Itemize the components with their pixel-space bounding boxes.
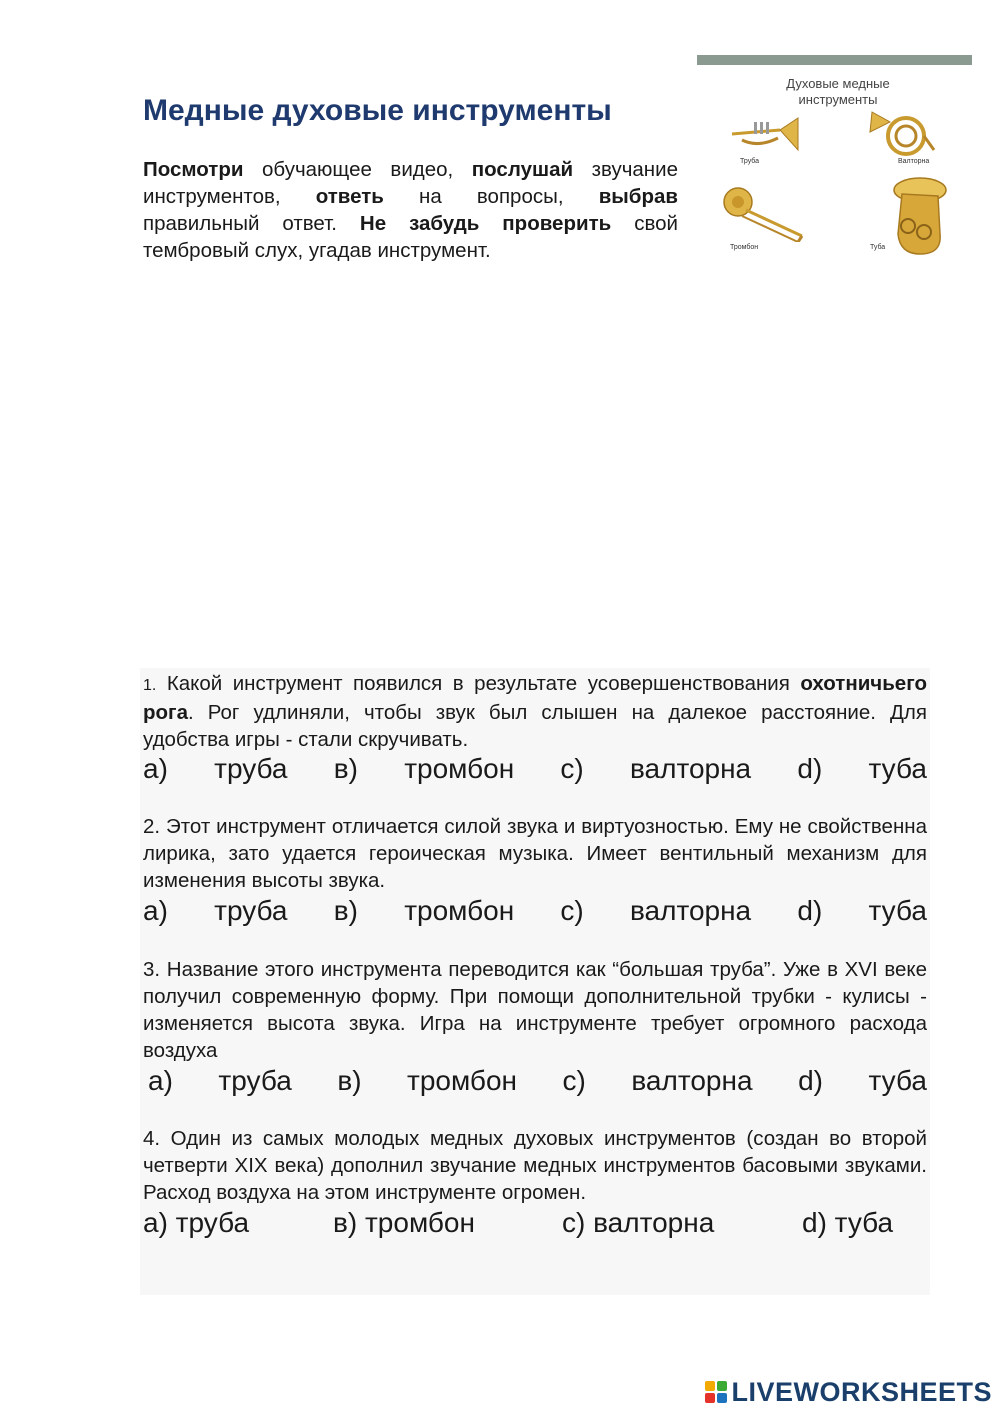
page-title: Медные духовые инструменты <box>143 94 612 127</box>
option-tuba[interactable]: туба <box>868 1065 927 1096</box>
question-number: 1. <box>143 677 157 694</box>
figure-title <box>718 76 958 108</box>
options-q2 <box>143 894 927 928</box>
instructions <box>143 156 678 264</box>
logo-square <box>705 1393 715 1403</box>
option-trumpet[interactable]: труба <box>214 895 288 926</box>
figure-header-bar <box>697 55 972 65</box>
option-letter: в) <box>333 895 358 926</box>
option-letter: с) <box>562 1065 586 1096</box>
options-q3 <box>148 1064 927 1098</box>
question-text: Какой инструмент появился в результате усовершенствования <box>156 672 801 695</box>
quiz-area <box>140 668 930 1295</box>
question-3: 3. Название этого инструмента переводится как “большая труба”. Уже в XVI веке получил современную форму. При помощи дополнительной трубки - кулисы - изменяется высота звука. Игра на инструменте требует огромного расхода воздуха <box>143 958 927 1062</box>
option-trumpet[interactable]: труба <box>214 753 288 784</box>
question-4: 4. Один из самых молодых медных духовых инструментов (создан во второй четверти XIX века) дополнил звучание медных инструментов басовыми звуками. Расход воздуха на этом инструменте огромен. <box>143 1127 927 1204</box>
option-french-horn[interactable]: валторна <box>629 895 752 926</box>
question-2: 2. Этот инструмент отличается силой звука и виртуозностью. Ему не свойственна лирика, зато удается героическая музыка. Имеет вентильный механизм для изменения высоты звука. <box>143 815 927 892</box>
question-bold-term: охотничьего рога <box>143 672 927 724</box>
option-french-horn[interactable]: валторна <box>631 1065 753 1096</box>
logo-text: LIVEWORKSHEETS <box>731 1376 992 1407</box>
instr-text: звучание инструментов, <box>143 158 678 208</box>
label-tuba: Туба <box>870 244 886 251</box>
logo-square <box>705 1381 715 1391</box>
option-letter: а) <box>143 895 168 926</box>
instruments-figure <box>718 72 963 267</box>
trombone-icon <box>722 180 807 242</box>
option-trombone[interactable]: тромбон <box>407 1065 518 1096</box>
trumpet-icon <box>728 110 803 155</box>
option-letter: в) <box>333 753 358 784</box>
option-letter: d) <box>798 1065 823 1096</box>
options-q1 <box>143 752 927 786</box>
instr-word-check: Не забудь проверить <box>359 212 612 235</box>
question-1 <box>143 670 927 753</box>
instr-word-answer: ответь <box>315 185 384 208</box>
instr-text: обучающее видео, <box>243 158 472 181</box>
option-letter: d) <box>797 895 823 926</box>
instr-word-watch: Посмотри <box>143 158 244 181</box>
liveworksheets-logo <box>705 1377 992 1407</box>
label-trumpet: Труба <box>740 158 760 165</box>
option-trombone[interactable]: в) тромбон <box>333 1207 475 1238</box>
logo-square <box>717 1393 727 1403</box>
option-french-horn[interactable]: с) валторна <box>562 1207 715 1238</box>
option-letter: а) <box>143 753 168 784</box>
instr-word-listen: послушай <box>471 158 574 181</box>
option-trumpet[interactable]: а) труба <box>143 1207 250 1238</box>
option-letter: с) <box>560 895 584 926</box>
instr-text: правильный ответ. <box>143 212 360 235</box>
figure-title-line: Духовые медные <box>786 76 890 91</box>
option-tuba[interactable]: туба <box>868 895 927 926</box>
option-letter: с) <box>560 753 584 784</box>
question-text: . Рог удлиняли, чтобы звук был слышен на далекое расстояние. Для удобства игры - стали скручивать. <box>143 701 927 751</box>
label-trombone: Тромбон <box>730 244 759 251</box>
instr-word-choose: выбрав <box>598 185 678 208</box>
instr-text: свой тембровый слух, угадав инструмент. <box>143 212 678 262</box>
option-tuba[interactable]: d) туба <box>802 1207 894 1238</box>
french-horn-icon <box>868 110 938 158</box>
option-trumpet[interactable]: труба <box>218 1065 292 1096</box>
instr-text: на вопросы, <box>383 185 599 208</box>
option-letter: а) <box>148 1065 173 1096</box>
logo-square <box>717 1381 727 1391</box>
label-french-horn: Валторна <box>898 158 930 165</box>
option-french-horn[interactable]: валторна <box>629 753 752 784</box>
option-letter: d) <box>797 753 823 784</box>
figure-title-line: инструменты <box>798 92 878 107</box>
options-q4 <box>143 1206 927 1240</box>
logo-icon <box>705 1381 727 1403</box>
option-trombone[interactable]: тромбон <box>404 753 515 784</box>
option-trombone[interactable]: тромбон <box>404 895 515 926</box>
option-tuba[interactable]: туба <box>868 753 927 784</box>
option-letter: в) <box>337 1065 362 1096</box>
